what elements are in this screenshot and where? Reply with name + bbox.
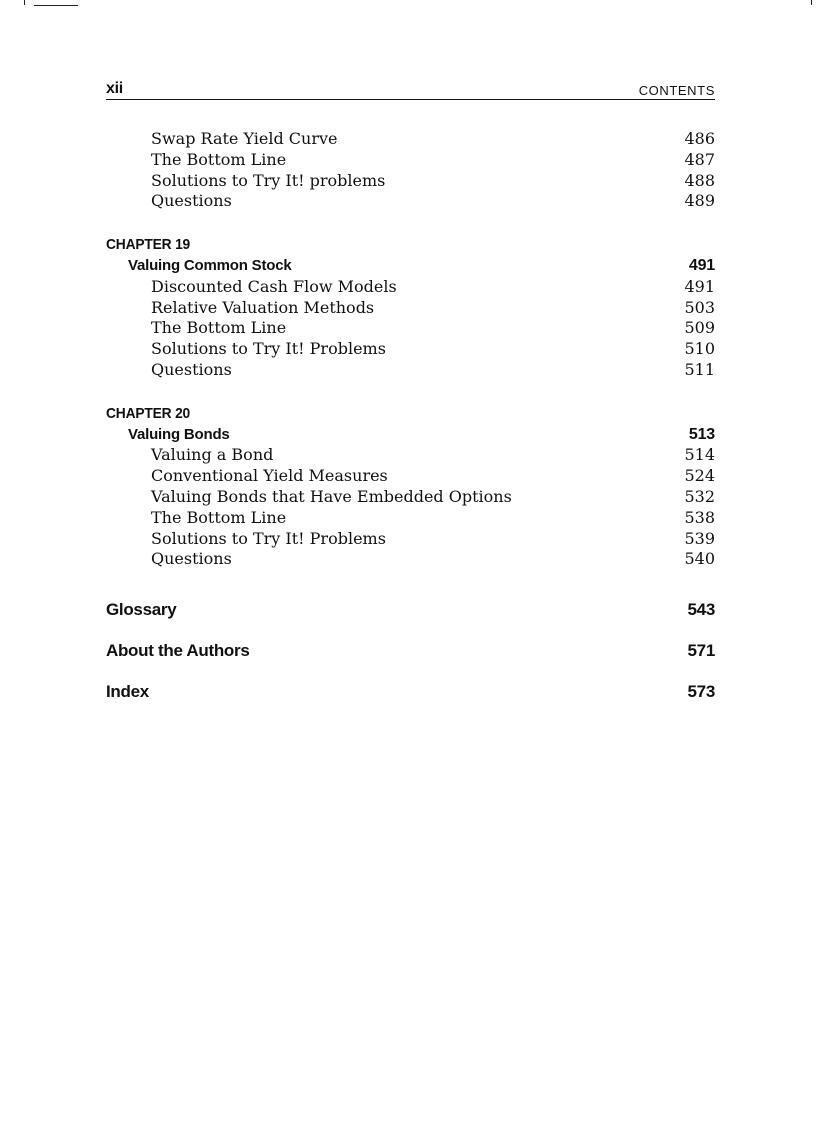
entry-title: Swap Rate Yield Curve [151,129,338,148]
major-page: 573 [687,682,715,702]
entry-page: 511 [684,359,715,379]
running-head-title: CONTENTS [638,83,715,98]
toc-entry[interactable] [106,549,715,570]
toc-index[interactable] [106,681,715,703]
major-page: 543 [687,600,715,620]
chapter-19-section [106,235,715,381]
chapter-title-row[interactable] [106,425,715,446]
toc-entry[interactable] [106,529,715,550]
toc-entry[interactable] [106,150,715,171]
entry-title: Questions [151,191,232,211]
chapter-title: Valuing Bonds [128,425,230,443]
entry-title: Valuing a Bond [151,445,274,465]
crop-mark-top-right-tick [811,0,812,5]
toc-entry[interactable] [106,318,715,339]
page-folio: xii [106,80,123,97]
entry-page: 509 [684,318,715,338]
toc-about-the-authors[interactable] [106,640,715,662]
toc-entry[interactable] [106,298,715,319]
entry-page: 503 [684,297,715,317]
entry-title: The Bottom Line [151,318,287,338]
entry-page: 539 [684,528,715,548]
chapter-label: CHAPTER 19 [106,236,191,254]
chapter-label: CHAPTER 20 [106,404,191,422]
toc-entry[interactable] [106,508,715,529]
chapter-page: 513 [688,425,715,443]
entry-page: 514 [684,445,715,465]
crop-mark-top-left-tick [24,0,25,5]
crop-mark-top-left [34,5,78,6]
entry-page: 538 [684,507,715,527]
toc-entry[interactable] [106,445,715,466]
toc-glossary[interactable] [106,599,715,621]
chapter-20-section [106,404,715,570]
entry-title: Solutions to Try It! Problems [151,528,386,548]
toc-entry[interactable] [106,277,715,298]
entry-page: 524 [684,466,715,486]
chapter-page: 491 [688,256,715,274]
toc-entry[interactable] [106,129,715,150]
entry-title: Questions [151,549,232,569]
entry-title: Valuing Bonds that Have Embedded Options [151,486,512,506]
entry-page: 510 [684,339,715,359]
entry-page: 540 [684,549,715,569]
major-title: Index [106,682,149,702]
toc-entry[interactable] [106,191,715,212]
entry-page: 488 [684,170,715,190]
entry-title: Solutions to Try It! problems [151,170,386,190]
chapter-title: Valuing Common Stock [128,256,292,274]
running-head [106,78,715,100]
entry-title: The Bottom Line [151,149,287,169]
entry-page: 486 [684,129,715,148]
entry-title: Conventional Yield Measures [151,466,388,486]
chapter-title-row[interactable] [106,256,715,277]
entry-title: Solutions to Try It! Problems [151,339,386,359]
major-title: Glossary [106,600,177,620]
entry-title: The Bottom Line [151,507,287,527]
toc-page [106,78,715,703]
entry-page: 489 [684,191,715,211]
entry-page: 532 [684,486,715,506]
major-page: 571 [687,641,715,661]
entry-title: Relative Valuation Methods [151,297,375,317]
entry-page: 491 [684,276,715,296]
toc-entry[interactable] [106,339,715,360]
entry-page: 487 [684,149,715,169]
continued-section [106,129,715,212]
table-of-contents [106,129,715,703]
toc-entry[interactable] [106,487,715,508]
toc-entry[interactable] [106,466,715,487]
major-title: About the Authors [106,641,250,661]
toc-entry[interactable] [106,360,715,381]
toc-entry[interactable] [106,171,715,192]
entry-title: Questions [151,359,232,379]
entry-title: Discounted Cash Flow Models [151,276,397,296]
